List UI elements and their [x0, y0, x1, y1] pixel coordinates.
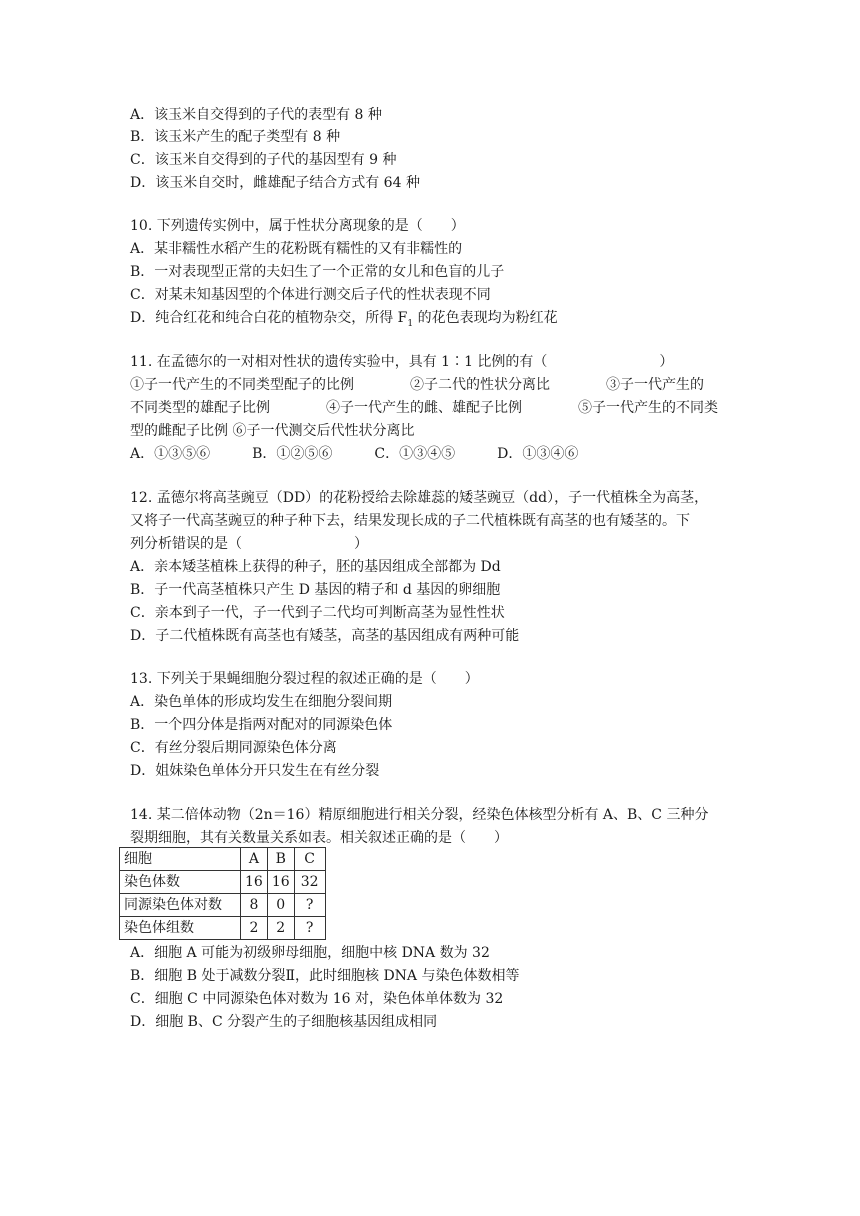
q12-stem-line-1: 12. 孟德尔将高茎豌豆（DD）的花粉授给去除雄蕊的矮茎豌豆（dd），子一代植株全为高茎， — [130, 490, 709, 506]
table-row — [120, 871, 326, 894]
q12-option-a: A．亲本矮茎植株上获得的种子，胚的基因组成全部都为 Dd — [130, 559, 501, 575]
table-cell: 16 — [241, 871, 268, 894]
table-cell: 32 — [294, 871, 325, 894]
q10-option-a: A．某非糯性水稻产生的花粉既有糯性的又有非糯性的 — [130, 241, 463, 257]
q11-line-1: ①子一代产生的不同类型配子的比例 ②子二代的性状分离比 ③子一代产生的 — [130, 377, 704, 393]
table-cell: 2 — [267, 917, 294, 940]
q10-stem: 10. 下列遗传实例中，属于性状分离现象的是（ ） — [130, 218, 465, 234]
table-row — [120, 894, 326, 917]
q13-option-a: A．染色单体的形成均发生在细胞分裂间期 — [130, 694, 393, 710]
table-cell: 0 — [267, 894, 294, 917]
table-cell: 8 — [241, 894, 268, 917]
q9-option-a: A．该玉米自交得到的子代的表型有 8 种 — [130, 107, 382, 123]
table-cell: 16 — [267, 871, 294, 894]
q11-line-3: 型的雌配子比例 ⑥子一代测交后代性状分离比 — [130, 423, 415, 439]
q13-option-b: B．一个四分体是指两对配对的同源染色体 — [130, 717, 393, 733]
table-cell: 同源染色体对数 — [120, 894, 241, 917]
q14-stem-line-1: 14. 某二倍体动物（2n＝16）精原细胞进行相关分裂，经染色体核型分析有 A、B、C 三种分 — [130, 807, 709, 823]
q10-option-d-text: D．纯合红花和纯合白花的植物杂交，所得 F — [130, 310, 408, 326]
q10-option-b: B．一对表现型正常的夫妇生了一个正常的女儿和色盲的儿子 — [130, 264, 505, 280]
table-cell: 细胞 — [120, 848, 241, 871]
q14-option-b: B．细胞 B 处于减数分裂Ⅱ，此时细胞核 DNA 与染色体数相等 — [130, 968, 520, 984]
table-cell: 染色体组数 — [120, 917, 241, 940]
q12-option-d: D．子二代植株既有高茎也有矮茎，高茎的基因组成有两种可能 — [130, 628, 520, 644]
q14-option-d: D．细胞 B、C 分裂产生的子细胞核基因组成相同 — [130, 1014, 438, 1030]
q11-options: A．①③⑤⑥ B．①②⑤⑥ C．①③④⑤ D．①③④⑥ — [130, 446, 579, 462]
q14-option-c: C．细胞 C 中同源染色体对数为 16 对，染色体单体数为 32 — [130, 991, 504, 1007]
q12-option-c: C．亲本到子一代，子一代到子二代均可判断高茎为显性性状 — [130, 605, 505, 621]
q11-stem: 11. 在孟德尔的一对相对性状的遗传实验中，具有 1∶1 比例的有（ ） — [130, 354, 674, 370]
table-row — [120, 848, 326, 871]
table-cell: C — [294, 848, 325, 871]
q11-line-2: 不同类型的雄配子比例 ④子一代产生的雌、雄配子比例 ⑤子一代产生的不同类 — [130, 400, 718, 416]
table-cell: B — [267, 848, 294, 871]
table-cell: ? — [294, 894, 325, 917]
q10-option-c: C．对某未知基因型的个体进行测交后子代的性状表现不同 — [130, 287, 491, 303]
q13-option-c: C．有丝分裂后期同源染色体分离 — [130, 740, 337, 756]
q13-stem: 13. 下列关于果蝇细胞分裂过程的叙述正确的是（ ） — [130, 671, 479, 687]
q9-option-d: D．该玉米自交时，雌雄配子结合方式有 64 种 — [130, 175, 420, 191]
table-cell: A — [241, 848, 268, 871]
table-row — [120, 917, 326, 940]
q10-option-d-sub: 1 — [407, 318, 414, 329]
table-cell: 2 — [241, 917, 268, 940]
q12-stem-line-2: 又将子一代高茎豌豆的种子种下去，结果发现长成的子二代植株既有高茎的也有矮茎的。下 — [130, 513, 690, 529]
q13-option-d: D．姐妹染色单体分开只发生在有丝分裂 — [130, 763, 380, 779]
q9-option-b: B．该玉米产生的配子类型有 8 种 — [130, 129, 341, 145]
table-cell: 染色体数 — [120, 871, 241, 894]
q12-stem-line-3: 列分析错误的是（ ） — [130, 536, 368, 552]
q12-option-b: B．子一代高茎植株只产生 D 基因的精子和 d 基因的卵细胞 — [130, 582, 501, 598]
table-cell: ? — [294, 917, 325, 940]
q14-option-a: A．细胞 A 可能为初级卵母细胞，细胞中核 DNA 数为 32 — [130, 945, 490, 961]
q10-option-d-tail: 的花色表现均为粉红花 — [413, 310, 558, 326]
q9-option-c: C．该玉米自交得到的子代的基因型有 9 种 — [130, 152, 397, 168]
q14-stem-line-2: 裂期细胞，其有关数量关系如表。相关叙述正确的是（ ） — [130, 830, 508, 846]
q14-data-table — [119, 847, 326, 940]
q10-option-d — [130, 309, 558, 333]
